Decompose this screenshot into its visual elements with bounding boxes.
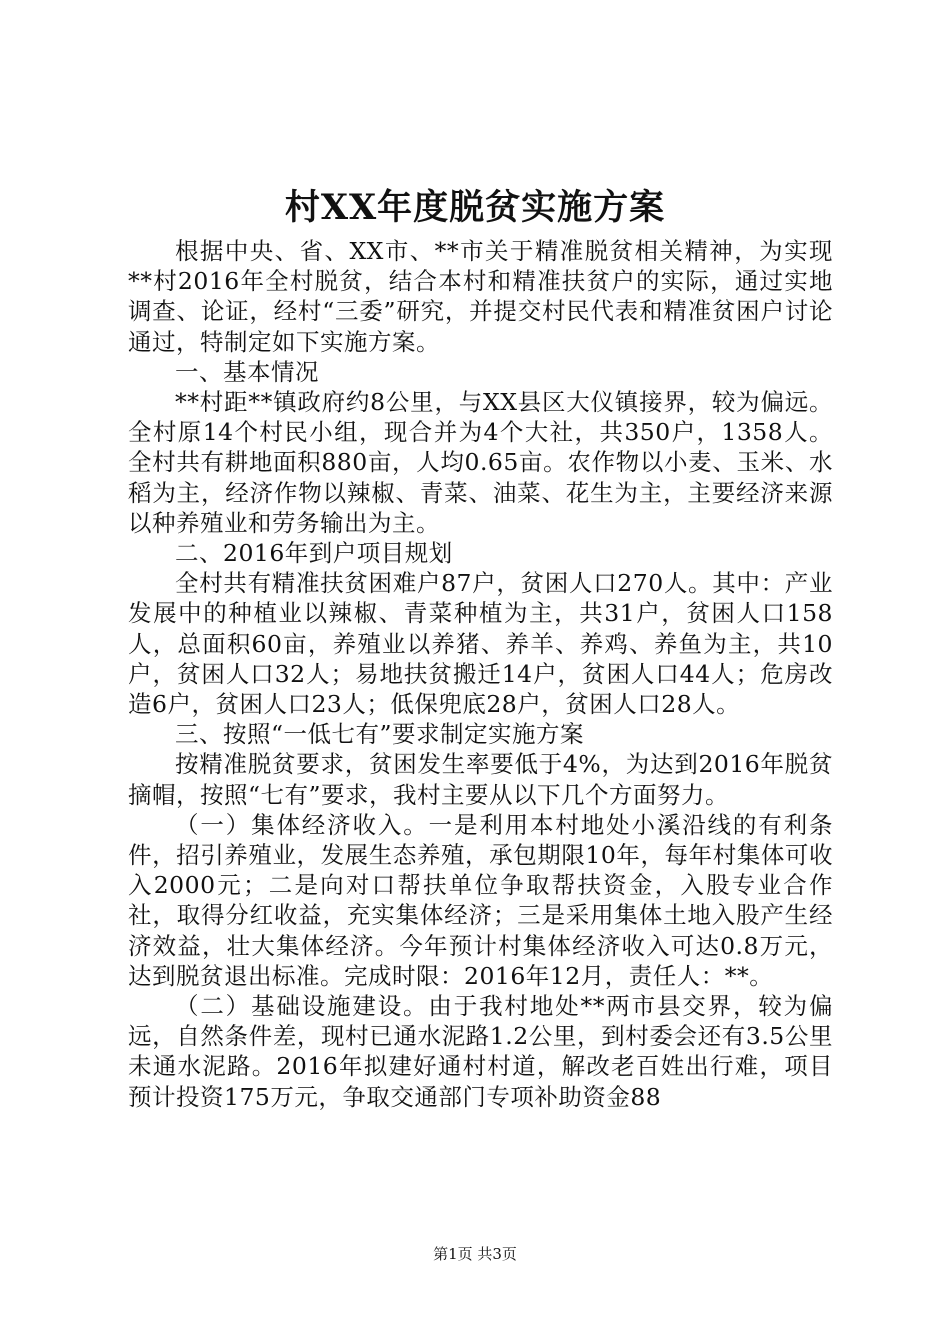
section-heading-basic-info: 一、基本情况 xyxy=(175,357,319,386)
section-heading-implementation: 三、按照“一低七有”要求制定实施方案 xyxy=(175,720,585,749)
paragraph-collective-income: （一）集体经济收入。一是利用本村地处小溪沿线的有利条件，招引养殖业，发展生态养殖，承包期限10年，每年村集体可收入2000元；二是向对口帮扶单位争取帮扶资金，入股专业合作社，取得分红收益，充实集体经济；三是采用集体土地入股产生经济效益，壮大集体经济。今年预计村集体经济收入可达0.8万元，达到脱贫退出标准。完成时限：2016年12月，责任人：**。 xyxy=(128,810,833,990)
paragraph-infrastructure: （二）基础设施建设。由于我村地处**两市县交界，较为偏远，自然条件差，现村已通水泥路1.2公里，到村委会还有3.5公里未通水泥路。2016年拟建好通村村道，解改老百姓出行难，项目预计投资175万元，争取交通部门专项补助资金88 xyxy=(128,992,833,1111)
section-heading-project-plan: 二、2016年到户项目规划 xyxy=(175,539,453,568)
paragraph-project-plan: 全村共有精准扶贫困难户87户，贫困人口270人。其中：产业发展中的种植业以辣椒、青菜种植为主，共31户，贫困人口158人，总面积60亩，养殖业以养猪、养羊、养鸡、养鱼为主，共10户，贫困人口32人；易地扶贫搬迁14户，贫困人口44人；危房改造6户，贫困人口23人；低保兜底28户，贫困人口28人。 xyxy=(128,569,833,719)
document-title: 村XX年度脱贫实施方案 xyxy=(284,187,666,228)
paragraph-implementation: 按精准脱贫要求，贫困发生率要低于4%，为达到2016年脱贫摘帽，按照“七有”要求，我村主要从以下几个方面努力。 xyxy=(128,750,833,809)
page-footer: 第1页 共3页 xyxy=(433,1245,517,1263)
document-body xyxy=(128,236,833,1112)
paragraph-intro: 根据中央、省、XX市、**市关于精准脱贫相关精神，为实现**村2016年全村脱贫，结合本村和精准扶贫户的实际，通过实地调查、论证，经村“三委”研究，并提交村民代表和精准贫困户讨论通过，特制定如下实施方案。 xyxy=(128,237,833,356)
paragraph-basic-info: **村距**镇政府约8公里，与XX县区大仪镇接界，较为偏远。全村原14个村民小组，现合并为4个大社，共350户，1358人。全村共有耕地面积880亩，人均0.65亩。农作物以小麦、玉米、水稻为主，经济作物以辣椒、青菜、油菜、花生为主，主要经济来源以种养殖业和劳务输出为主。 xyxy=(128,388,833,537)
